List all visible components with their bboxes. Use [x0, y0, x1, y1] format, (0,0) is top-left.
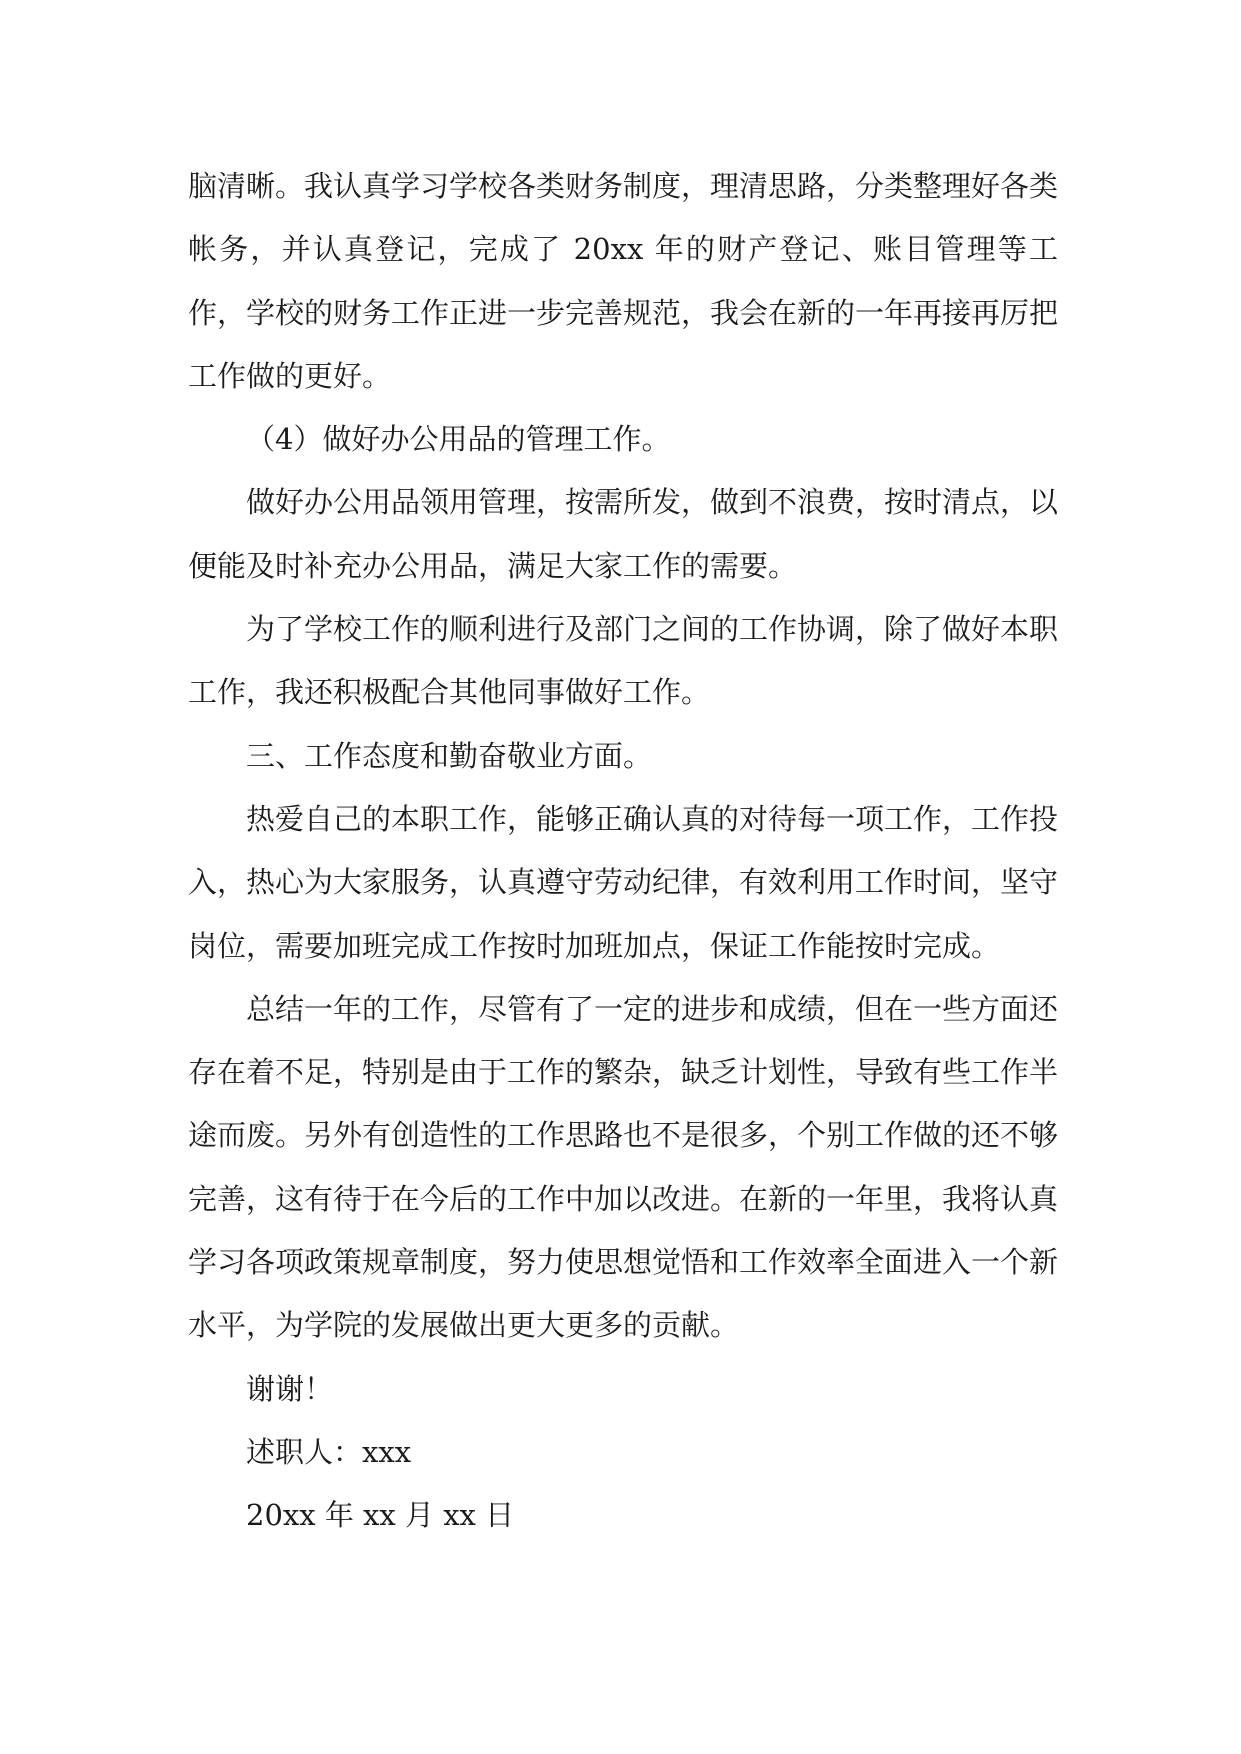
- document-body: [188, 155, 1058, 1548]
- paragraph-summary: 总结一年的工作，尽管有了一定的进步和成绩，但在一些方面还存在着不足，特别是由于工作的繁杂，缺乏计划性，导致有些工作半途而废。另外有创造性的工作思路也不是很多，个别工作做的还不够完善，这有待于在今后的工作中加以改进。在新的一年里，我将认真学习各项政策规章制度，努力使思想觉悟和工作效率全面进入一个新水平，为学院的发展做出更大更多的贡献。: [188, 991, 1059, 1343]
- closing-thanks: 谢谢！: [246, 1371, 334, 1406]
- paragraph-office-supplies: 做好办公用品领用管理，按需所发，做到不浪费，按时清点，以便能及时补充办公用品，满足大家工作的需要。: [188, 485, 1059, 583]
- paragraph-work-attitude: 热爱自己的本职工作，能够正确认真的对待每一项工作，工作投入，热心为大家服务，认真遵守劳动纪律，有效利用工作时间，坚守岗位，需要加班完成工作按时加班加点，保证工作能按时完成。: [188, 801, 1059, 963]
- heading-office-supplies: （4）做好办公用品的管理工作。: [246, 422, 671, 457]
- heading-work-attitude: 三、工作态度和勤奋敬业方面。: [246, 738, 653, 773]
- signature-name: 述职人：xxx: [246, 1434, 412, 1469]
- signature-date: 20xx 年 xx 月 xx 日: [246, 1498, 515, 1533]
- paragraph-coordination: 为了学校工作的顺利进行及部门之间的工作协调，除了做好本职工作，我还积极配合其他同事做好工作。: [188, 612, 1059, 710]
- paragraph-finance-work: 脑清晰。我认真学习学校各类财务制度，理清思路，分类整理好各类帐务，并认真登记，完成了 20xx 年的财产登记、账目管理等工作，学校的财务工作正进一步完善规范，我会在新的一年再接再厉把工作做的更好。: [188, 169, 1059, 393]
